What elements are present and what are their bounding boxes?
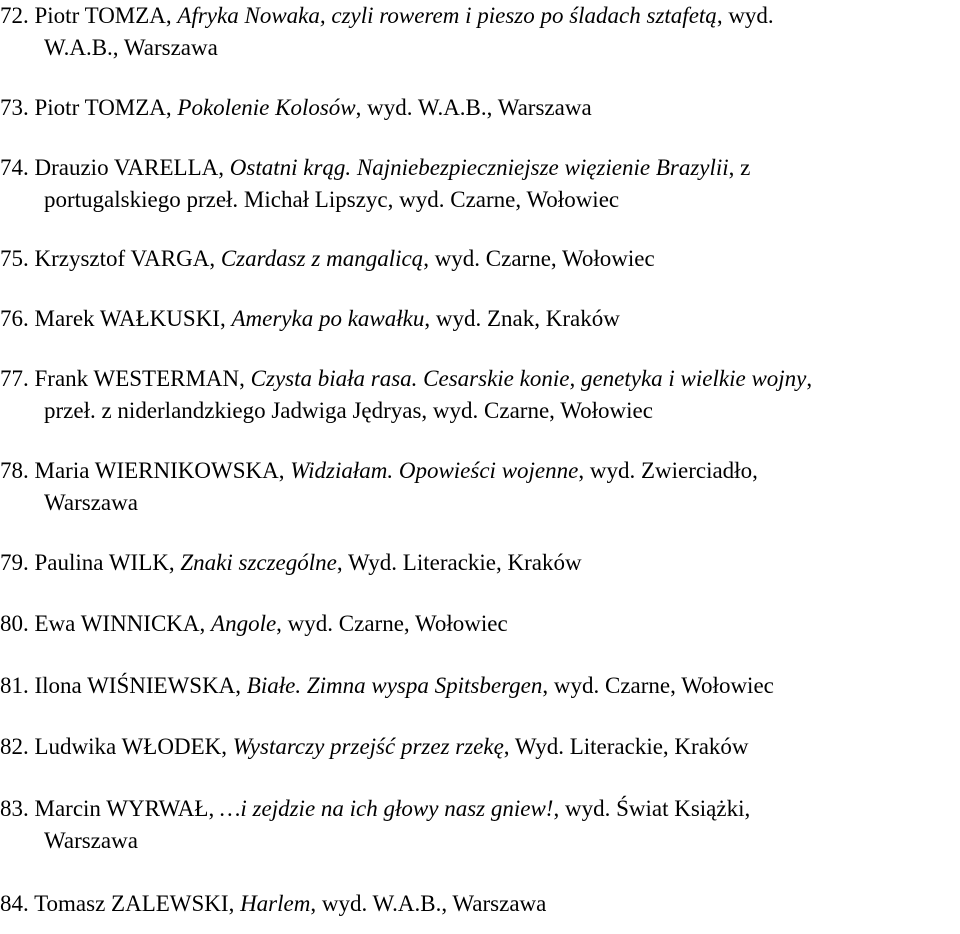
entry-number: 82. [0,734,29,759]
entry-text: Ilona WIŚNIEWSKA, [28,673,247,698]
entry-77 [0,363,950,427]
entry-83 [0,793,950,857]
entry-text: , wyd. [716,3,774,28]
entry-79 [0,547,950,579]
entry-text: Warszawa [44,828,138,853]
entry-number: 80. [0,611,29,636]
entry-text: Ludwika WŁODEK, [28,734,233,759]
entry-text: W.A.B., Warszawa [44,35,218,60]
entry-title: Białe. Zimna wyspa Spitsbergen [246,673,543,698]
entry-text: , wyd. Czarne, Wołowiec [276,611,508,636]
entry-72 [0,0,950,64]
entry-text: , [806,366,813,391]
entry-title: Pokolenie Kolosów [177,95,356,120]
entry-text: Marcin WYRWAŁ, [28,796,220,821]
entry-76 [0,303,950,335]
entry-text: Paulina WILK, [28,550,181,575]
entry-number: 75. [0,246,29,271]
entry-text: , Wyd. Literackie, Kraków [336,550,582,575]
entry-continuation [0,825,950,857]
entry-text: Krzysztof VARGA, [28,246,221,271]
entry-number: 84. [0,891,29,916]
entry-number: 77. [0,366,29,391]
entry-text: , Wyd. Literackie, Kraków [503,734,749,759]
entry-text: , wyd. Zwierciadło, [578,458,758,483]
entry-text: Ewa WINNICKA, [28,611,212,636]
entry-text: , wyd. W.A.B., Warszawa [310,891,547,916]
entry-text: , wyd. Znak, Kraków [424,306,620,331]
entry-number: 76. [0,306,29,331]
entry-title: Czysta biała rasa. Cesarskie konie, genetyka i wielkie wojny [250,366,807,391]
entry-text: Marek WAŁKUSKI, [28,306,232,331]
entry-text: , wyd. Świat Książki, [553,796,751,821]
entry-continuation [0,395,950,427]
entry-text: , wyd. Czarne, Wołowiec [542,673,774,698]
entry-title: Widziałam. Opowieści wojenne [290,458,579,483]
entry-80 [0,608,950,640]
entry-number: 72. [0,3,29,28]
entry-text: , wyd. Czarne, Wołowiec [423,246,655,271]
entry-continuation [0,32,950,64]
entry-73 [0,92,950,124]
entry-text: Tomasz ZALEWSKI, [28,891,241,916]
entry-continuation [0,184,950,216]
entry-title: Angole [211,611,277,636]
entry-text: Maria WIERNIKOWSKA, [28,458,291,483]
entry-text: Frank WESTERMAN, [28,366,251,391]
entry-number: 78. [0,458,29,483]
entry-82 [0,731,950,763]
entry-title: Czardasz z mangalicą [220,246,424,271]
entry-78 [0,455,950,519]
entry-number: 73. [0,95,29,120]
entry-number: 74. [0,155,29,180]
entry-number: 83. [0,796,29,821]
entry-81 [0,670,950,702]
entry-continuation [0,487,950,519]
entry-title: Wystarczy przejść przez rzekę [232,734,504,759]
entry-text: przeł. z niderlandzkiego Jadwiga Jędryas, wyd. Czarne, Wołowiec [44,398,653,423]
entry-74 [0,152,950,216]
entry-75 [0,243,950,275]
entry-text: Warszawa [44,490,138,515]
entry-text: , wyd. W.A.B., Warszawa [355,95,592,120]
entry-text: Drauzio VARELLA, [28,155,230,180]
entry-text: portugalskiego przeł. Michał Lipszyc, wyd. Czarne, Wołowiec [44,187,620,212]
entry-title: Ameryka po kawałku [231,306,425,331]
entry-title: …i zejdzie na ich głowy nasz gniew! [219,796,554,821]
entry-title: Ostatni krąg. Najniebezpieczniejsze więzienie Brazylii [229,155,729,180]
entry-text: , z [728,155,751,180]
entry-text: Piotr TOMZA, [28,95,178,120]
entry-title: Afryka Nowaka, czyli rowerem i pieszo po śladach sztafetą [177,3,717,28]
entry-number: 79. [0,550,29,575]
entry-title: Znaki szczególne [180,550,337,575]
entry-number: 81. [0,673,29,698]
entry-text: Piotr TOMZA, [28,3,178,28]
entry-84 [0,888,950,920]
entry-title: Harlem [240,891,311,916]
